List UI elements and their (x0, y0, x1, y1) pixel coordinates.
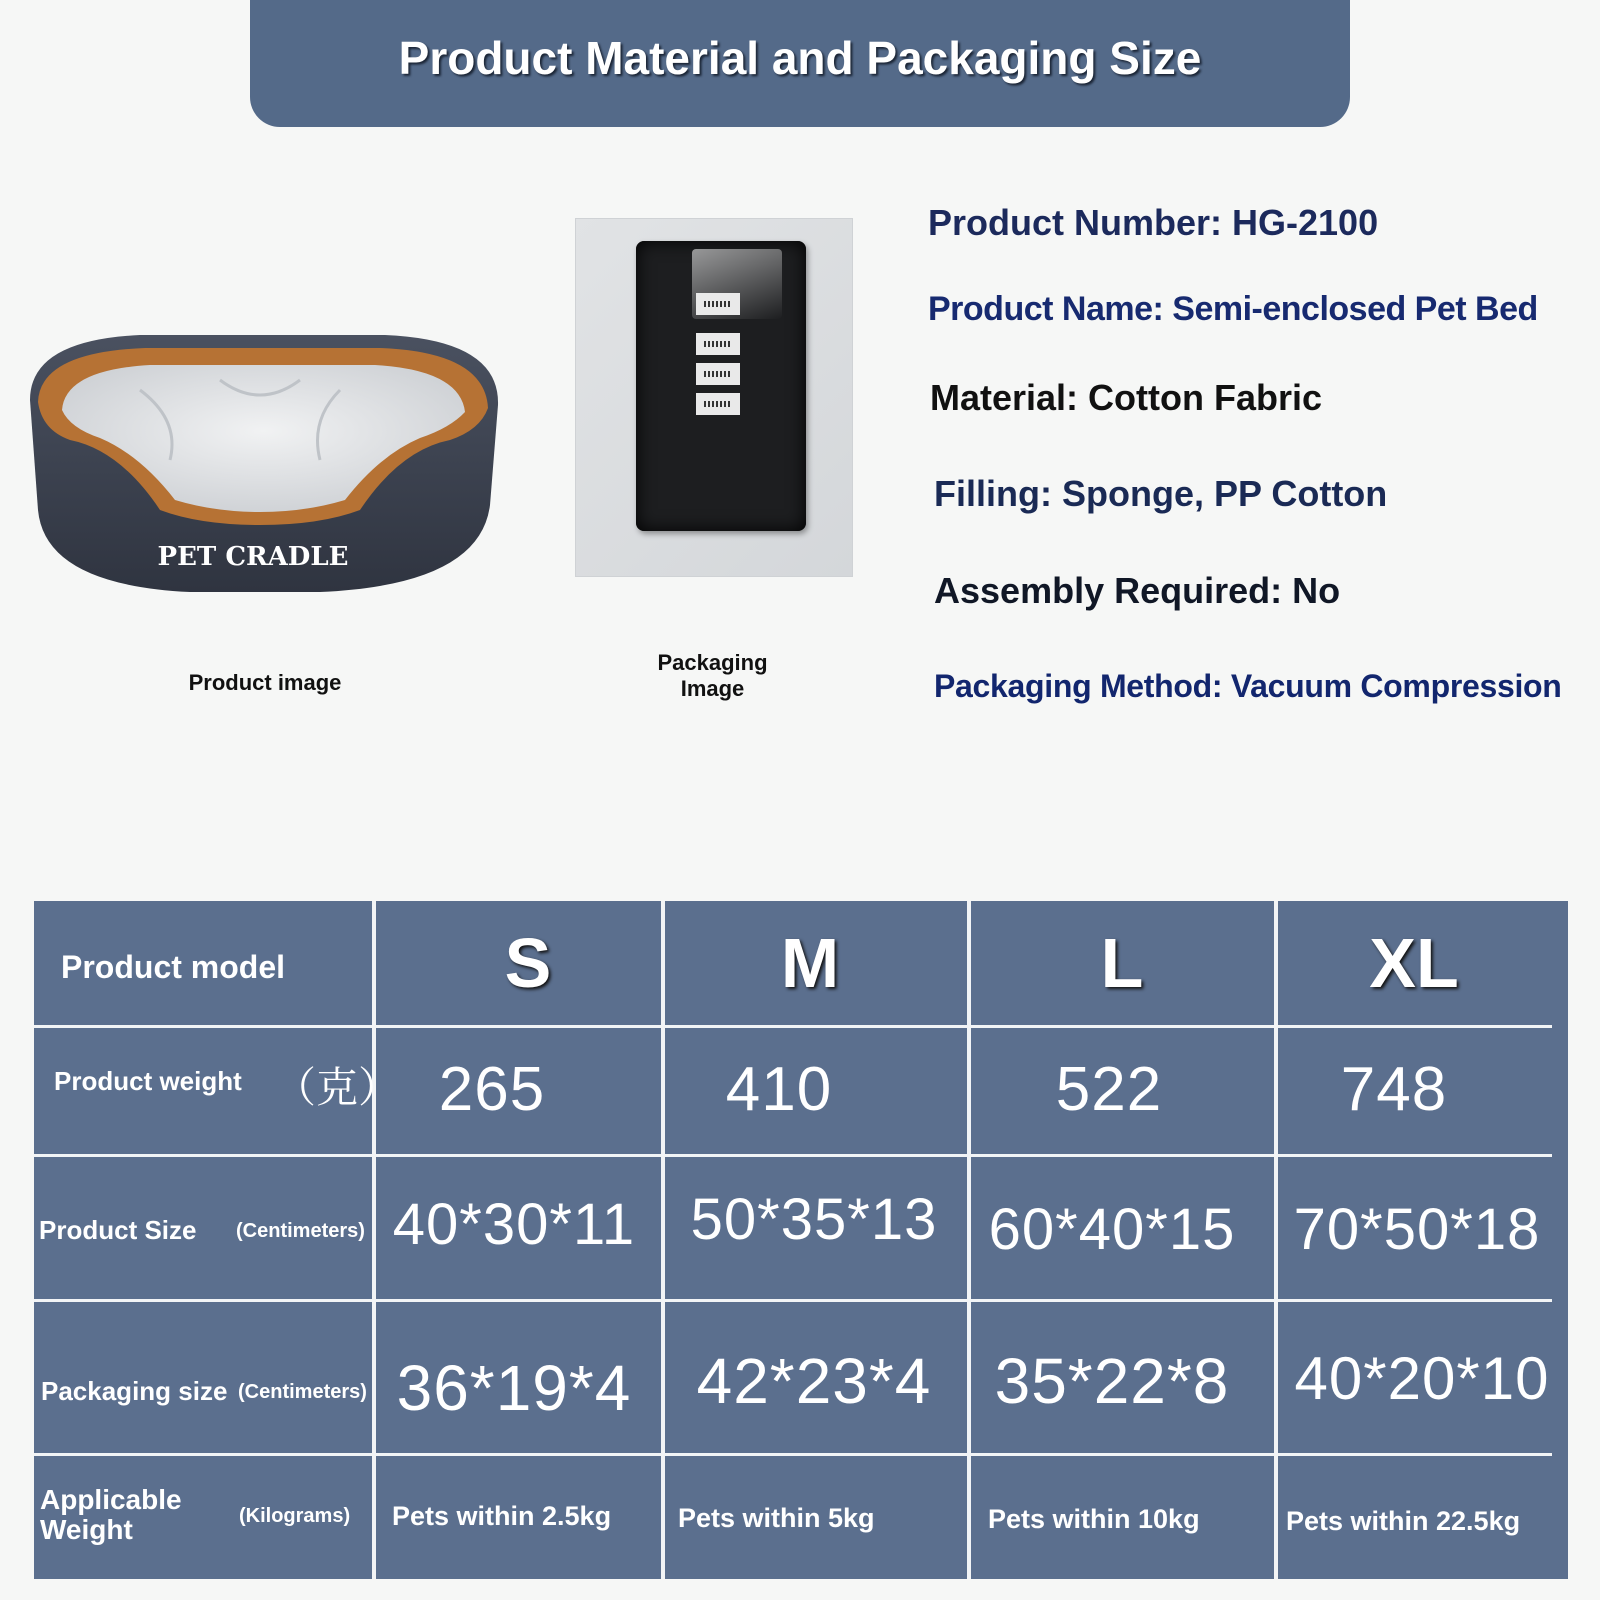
product-size-unit: (Centimeters) (236, 1220, 365, 1242)
spec-packaging-method: Packaging Method: Vacuum Compression (934, 668, 1562, 704)
packaging-size-value-xl: 40*20*10 (1294, 1345, 1550, 1412)
row-divider (34, 1154, 1552, 1157)
applicable-weight-value-s: Pets within 2.5kg (392, 1501, 612, 1531)
spec-product-number: Product Number: HG-2100 (928, 202, 1379, 243)
pet-cradle-logo: PET CRADLE (157, 542, 349, 572)
packaging-size-value-m: 42*23*4 (696, 1345, 932, 1417)
size-header-m: M (780, 924, 840, 1002)
weight-row-label: Product weight (54, 1066, 242, 1096)
applicable-weight-value-xl: Pets within 22.5kg (1286, 1506, 1521, 1536)
applicable-weight-value-l: Pets within 10kg (988, 1504, 1200, 1534)
product-size-value-m: 50*35*13 (690, 1187, 938, 1252)
applicable-weight-unit: (Kilograms) (239, 1505, 351, 1527)
packaging-size-row-label: Packaging size (41, 1376, 228, 1406)
weight-value-xl: 748 (1340, 1055, 1448, 1124)
product-size-row-label: Product Size (39, 1215, 197, 1245)
size-header-s: S (504, 924, 552, 1002)
product-size-value-l: 60*40*15 (988, 1197, 1236, 1262)
header-banner (250, 0, 1350, 127)
weight-value-s: 265 (438, 1055, 546, 1124)
spec-assembly: Assembly Required: No (934, 570, 1341, 611)
applicable-weight-row-label: Applicable Weight (40, 1484, 182, 1545)
barcode-label (696, 393, 740, 415)
packaging-size-value-l: 35*22*8 (994, 1345, 1230, 1417)
size-header-xl: XL (1369, 924, 1459, 1002)
row-divider (34, 1025, 1552, 1028)
weight-value-l: 522 (1055, 1055, 1163, 1124)
packaging-image (576, 219, 852, 576)
vacuum-bag (636, 241, 806, 531)
barcode-label (696, 363, 740, 385)
product-image (20, 330, 505, 600)
packaging-image-caption: Packaging Image (657, 650, 768, 701)
product-size-value-s: 40*30*11 (392, 1192, 636, 1257)
product-image-caption: Product image (188, 670, 342, 695)
size-header-l: L (1100, 924, 1144, 1002)
barcode-label (696, 293, 740, 315)
weight-row-unit: （克） (274, 1064, 401, 1111)
spec-filling: Filling: Sponge, PP Cotton (934, 473, 1388, 514)
row-divider (34, 1453, 1552, 1456)
applicable-weight-value-m: Pets within 5kg (678, 1503, 875, 1533)
page-title: Product Material and Packaging Size (398, 31, 1202, 84)
spec-product-name: Product Name: Semi-enclosed Pet Bed (928, 290, 1538, 328)
spec-material: Material: Cotton Fabric (930, 377, 1323, 418)
barcode-label (696, 333, 740, 355)
product-model-label: Product model (61, 949, 286, 985)
row-divider (34, 1299, 1552, 1302)
packaging-size-value-s: 36*19*4 (396, 1352, 632, 1424)
size-table (34, 901, 1568, 1579)
packaging-size-unit: (Centimeters) (238, 1381, 367, 1403)
weight-value-m: 410 (725, 1055, 833, 1124)
product-size-value-xl: 70*50*18 (1293, 1197, 1541, 1262)
